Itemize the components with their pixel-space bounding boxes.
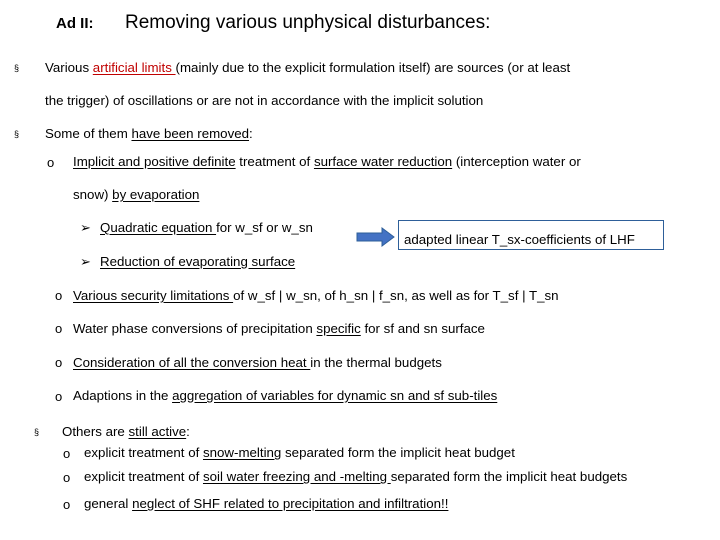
arrowhead-bullet-icon: ➢ — [80, 220, 91, 235]
circle-bullet-icon: o — [55, 355, 63, 370]
title-prefix: Ad II: — [56, 15, 94, 32]
item-4: Consideration of all the conversion heat in the thermal budgets — [73, 355, 442, 370]
circle-bullet-icon: o — [63, 446, 71, 461]
square-bullet-icon: § — [14, 63, 20, 73]
active-item-2: explicit treatment of soil water freezing and -melting separated form the implicit heat budgets — [84, 469, 628, 484]
circle-bullet-icon: o — [47, 155, 55, 170]
arrowhead-bullet-icon: ➢ — [80, 254, 91, 269]
circle-bullet-icon: o — [63, 470, 71, 485]
circle-bullet-icon: o — [55, 389, 63, 404]
bullet-3: Others are still active: — [62, 424, 190, 439]
page-title: Removing various unphysical disturbances: — [125, 12, 491, 33]
circle-bullet-icon: o — [55, 288, 63, 303]
right-arrow-icon — [356, 226, 396, 248]
item-1-line-2: snow) by evaporation — [73, 187, 200, 202]
item-1-line-1: Implicit and positive definite treatment of surface water reduction (interception water or — [73, 154, 581, 169]
item-2: Various security limitations of w_sf | w_sn, of h_sn | f_sn, as well as for T_sf | T_sn — [73, 288, 559, 303]
bullet-1-line-1: Various artificial limits (mainly due to the explicit formulation itself) are sources (or at least — [45, 60, 571, 75]
item-5: Adaptions in the aggregation of variables for dynamic sn and sf sub-tiles — [73, 388, 498, 403]
square-bullet-icon: § — [34, 427, 40, 437]
circle-bullet-icon: o — [55, 321, 63, 336]
item-3: Water phase conversions of precipitation specific for sf and sn surface — [73, 321, 485, 336]
square-bullet-icon: § — [14, 129, 20, 139]
sub-item-2: Reduction of evaporating surface — [100, 254, 296, 269]
lhf-callout-text: adapted linear T_sx-coefficients of LHF — [404, 232, 635, 247]
artificial-limits-link: artificial limits — [92, 60, 176, 75]
sub-item-1: Quadratic equation for w_sf or w_sn — [100, 220, 313, 235]
active-item-1: explicit treatment of snow-melting separated form the implicit heat budget — [84, 445, 515, 460]
bullet-2: Some of them have been removed: — [45, 126, 253, 141]
bullet-1-line-2: the trigger) of oscillations or are not in accordance with the implicit solution — [45, 93, 484, 108]
active-item-3: general neglect of SHF related to precipitation and infiltration!! — [84, 496, 449, 511]
circle-bullet-icon: o — [63, 497, 71, 512]
